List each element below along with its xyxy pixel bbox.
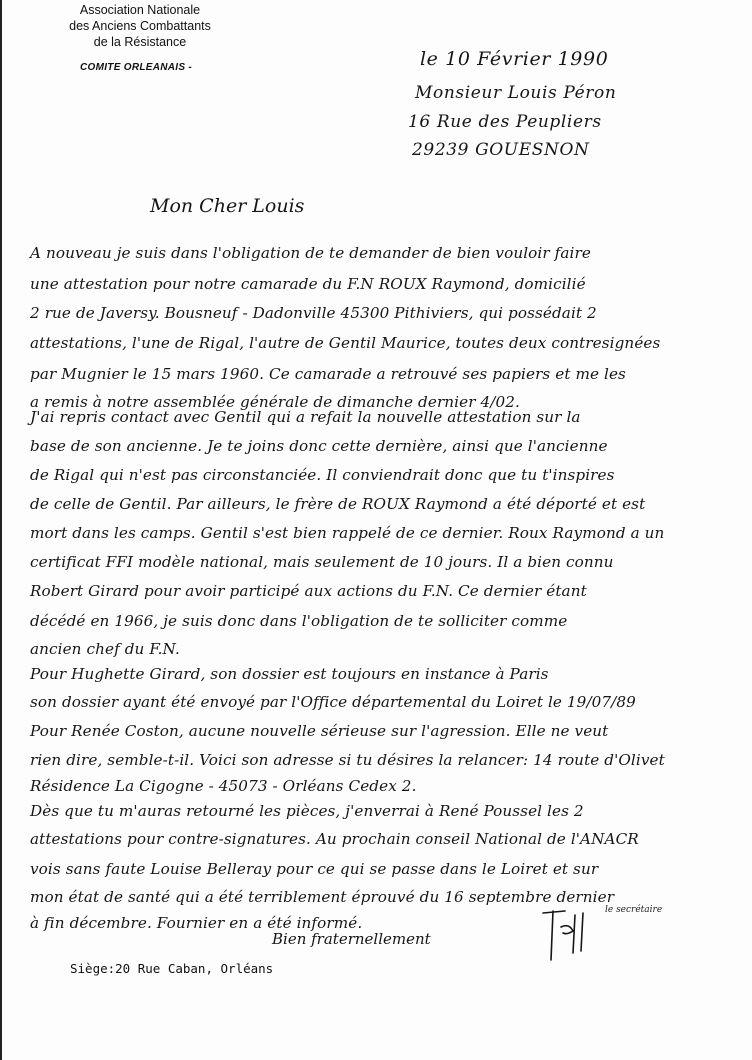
body-line: A nouveau je suis dans l'obligation de te demander de bien vouloir faire bbox=[30, 244, 591, 262]
footer-address: Siège:20 Rue Caban, Orléans bbox=[70, 961, 274, 976]
body-line: de Rigal qui n'est pas circonstanciée. Il conviendrait donc que tu t'inspires bbox=[30, 466, 615, 484]
closing: Bien fraternellement bbox=[272, 930, 431, 948]
body-line: mort dans les camps. Gentil s'est bien rappelé de ce dernier. Roux Raymond a un bbox=[30, 524, 665, 542]
letterhead-line-1: Association Nationale bbox=[79, 3, 201, 17]
body-line: attestations, l'une de Rigal, l'autre de Gentil Maurice, toutes deux contresignées bbox=[30, 334, 661, 352]
body-line: une attestation pour notre camarade du F.N ROUX Raymond, domicilié bbox=[30, 275, 586, 293]
body-line: par Mugnier le 15 mars 1960. Ce camarade a retrouvé ses papiers et me les bbox=[30, 365, 626, 383]
committee-name: COMITE ORLEANAIS - bbox=[80, 62, 193, 73]
body-line: rien dire, semble-t-il. Voici son adresse si tu désires la relancer: 14 route d'Olivet bbox=[30, 751, 665, 769]
body-line: Dès que tu m'auras retourné les pièces, j'enverrai à René Poussel les 2 bbox=[30, 802, 584, 820]
body-line: Résidence La Cigogne - 45073 - Orléans Cedex 2. bbox=[30, 777, 417, 795]
body-line: Robert Girard pour avoir participé aux actions du F.N. Ce dernier étant bbox=[30, 582, 587, 600]
letterhead-line-2: des Anciens Combattants bbox=[69, 19, 211, 33]
body-line: Pour Hughette Girard, son dossier est toujours en instance à Paris bbox=[30, 665, 549, 683]
signature-title: le secrétaire bbox=[605, 905, 663, 915]
body-line: a remis à notre assemblée générale de dimanche dernier 4/02. bbox=[30, 393, 520, 411]
page-edge bbox=[0, 0, 2, 1060]
greeting: Mon Cher Louis bbox=[150, 195, 305, 217]
body-line: son dossier ayant été envoyé par l'Office départemental du Loiret le 19/07/89 bbox=[30, 693, 636, 711]
signature-initials bbox=[525, 905, 595, 970]
body-line: ancien chef du F.N. bbox=[30, 640, 180, 658]
body-line: Pour Renée Coston, aucune nouvelle sérieuse sur l'agression. Elle ne veut bbox=[30, 722, 609, 740]
body-line: 2 rue de Javersy. Bousneuf - Dadonville 45300 Pithiviers, qui possédait 2 bbox=[30, 304, 597, 322]
recipient-name: Monsieur Louis Péron bbox=[415, 83, 617, 103]
body-line: mon état de santé qui a été terriblement éprouvé du 16 septembre dernier bbox=[30, 888, 615, 906]
body-line: décédé en 1966, je suis donc dans l'obligation de te solliciter comme bbox=[30, 612, 568, 630]
recipient-street: 16 Rue des Peupliers bbox=[408, 112, 602, 132]
recipient-city: 29239 GOUESNON bbox=[412, 140, 590, 160]
body-line: J'ai repris contact avec Gentil qui a refait la nouvelle attestation sur la bbox=[30, 408, 581, 426]
letterhead-line-3: de la Résistance bbox=[93, 35, 187, 49]
body-line: à fin décembre. Fournier en a été informé. bbox=[30, 914, 363, 932]
body-line: attestations pour contre-signatures. Au prochain conseil National de l'ANACR bbox=[30, 830, 639, 848]
date-line: le 10 Février 1990 bbox=[420, 48, 609, 70]
body-line: vois sans faute Louise Belleray pour ce qui se passe dans le Loiret et sur bbox=[30, 860, 599, 878]
body-line: base de son ancienne. Je te joins donc cette dernière, ainsi que l'ancienne bbox=[30, 437, 608, 455]
body-line: certificat FFI modèle national, mais seulement de 10 jours. Il a bien connu bbox=[30, 553, 614, 571]
letterhead bbox=[20, 2, 260, 50]
body-line: de celle de Gentil. Par ailleurs, le frère de ROUX Raymond a été déporté et est bbox=[30, 495, 646, 513]
